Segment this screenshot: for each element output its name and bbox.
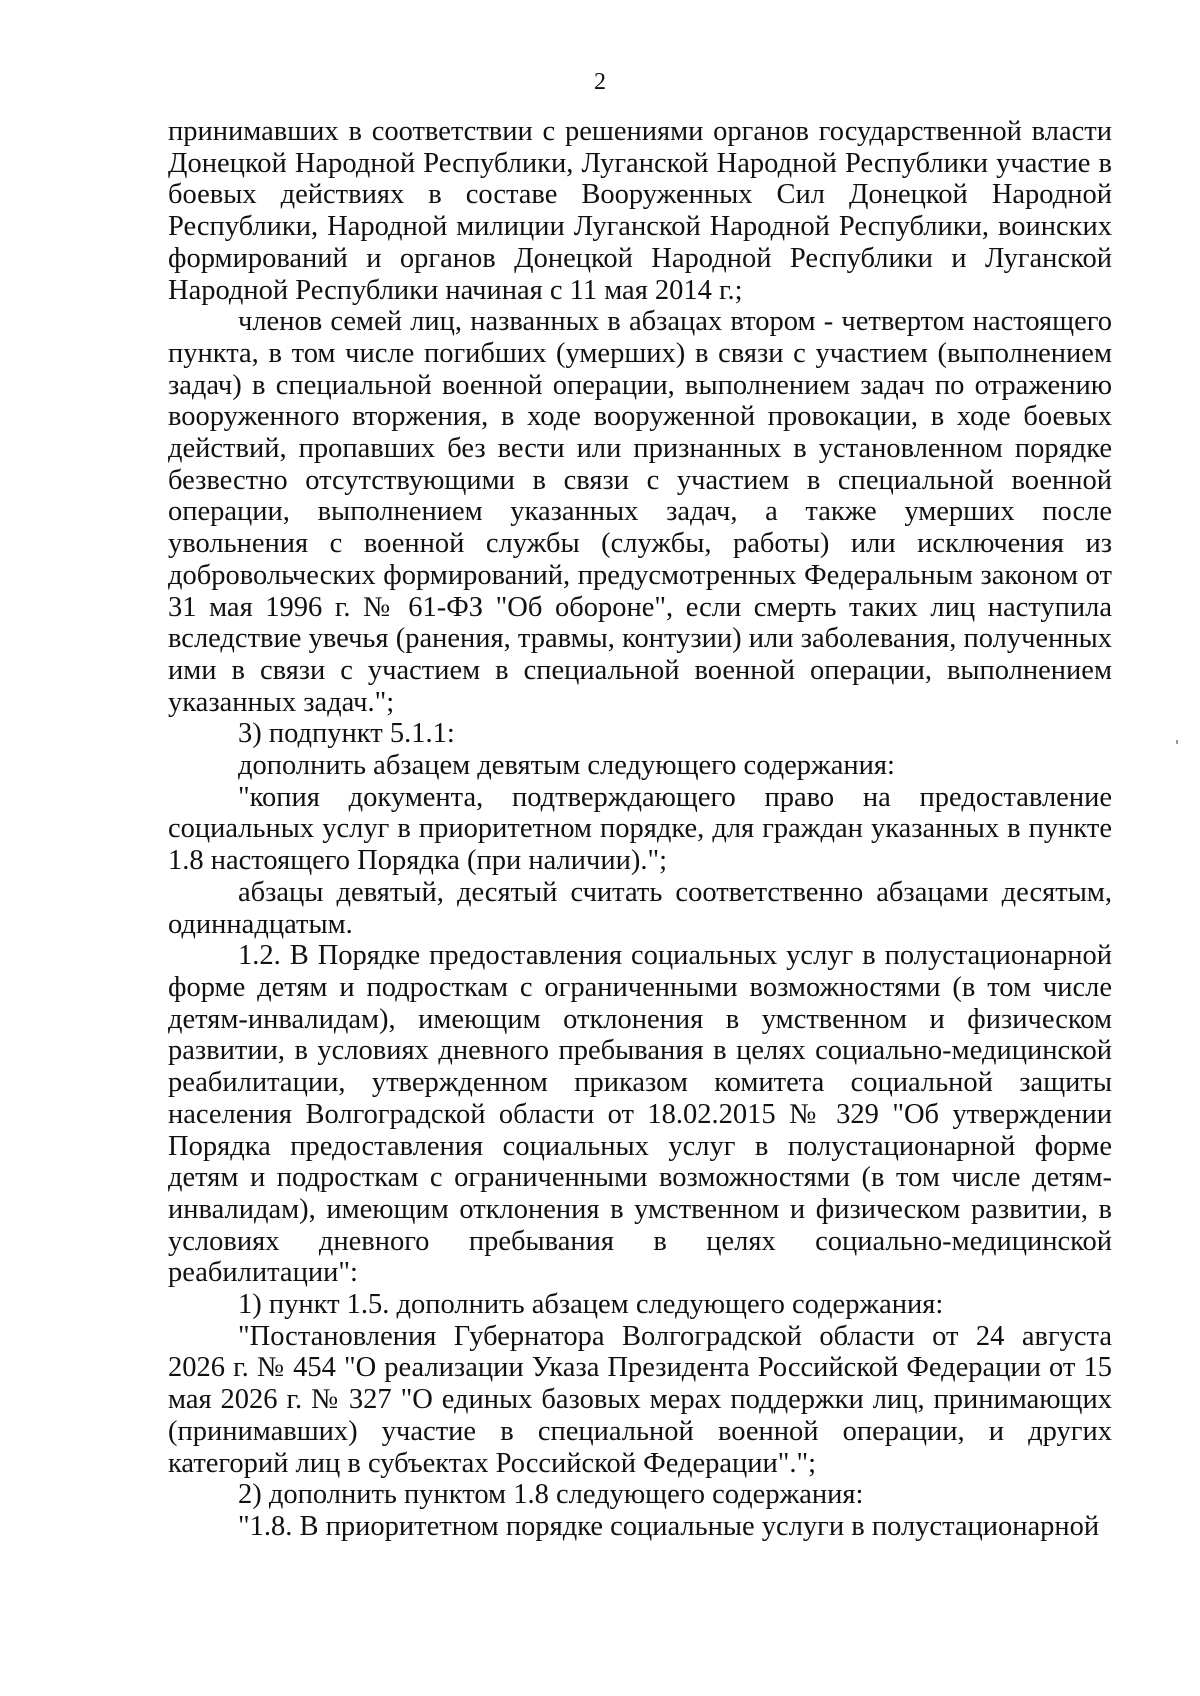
paragraph-renumber: абзацы девятый, десятый считать соответственно абзацами десятым, одиннадцатым. [168,876,1112,940]
paragraph-item-1-5: 1) пункт 1.5. дополнить абзацем следующего содержания: [238,1289,944,1321]
paragraph-document-copy: "копия документа, подтверждающего право на предоставление социальных услуг в приоритетном порядке, для граждан указанных в пункте 1.8 настоящего Порядка (при наличии)."; [168,781,1112,877]
paragraph-section-1-2: 1.2. В Порядке предоставления социальных услуг в полустационарной форме детям и подросткам с ограниченными возможностями (в том числе детям-инвалидам), имеющим отклонения в умственном и физическом развитии, в условиях дневного пребывания в целях социально-медицинской реабилитации, утвержденном приказом комитета социальной защиты населения Волгоградской области от 18.02.2015 № 329 "Об утверждении Порядка предоставления социальных услуг в полустационарной форме детям и подросткам с ограниченными возможностями (в том числе детям-инвалидам), имеющим отклонения в умственном и физическом развитии, в условиях дневного пребывания в целях социально-медицинской реабилитации": [168,940,1112,1289]
paragraph-add-ninth-abzac: дополнить абзацем девятым следующего содержания: [238,750,895,782]
document-body [168,116,1112,1543]
paragraph-item-1-8-text: "1.8. В приоритетном порядке социальные услуги в полустационарной [238,1510,1100,1542]
paragraph-continuation: принимавших в соответствии с решениями органов государственной власти Донецкой Народной Республики, Луганской Народной Республики участие в боевых действиях в составе Вооруженных Сил Донецкой Народной Республики, Народной милиции Луганской Народной Республики, воинских формирований и органов Донецкой Народной Республики и Луганской Народной Республики начиная с 11 мая 2014 г.; [168,116,1112,306]
paragraph-item-1-8-add: 2) дополнить пунктом 1.8 следующего содержания: [238,1479,864,1511]
paragraph-family-members: членов семей лиц, названных в абзацах втором - четвертом настоящего пункта, в том числе погибших (умерших) в связи с участием (выполнением задач) в специальной военной операции, выполнением задач по отражению вооруженного вторжения, в ходе вооруженной провокации, в ходе боевых действий, пропавших без вести или признанных в установленном порядке безвестно отсутствующими в связи с участием в специальной военной операции, выполнением указанных задач, а также умерших после увольнения с военной службы (службы, работы) или исключения из добровольческих формирований, предусмотренных Федеральным законом от 31 мая 1996 г. № 61-ФЗ "Об обороне", если смерть таких лиц наступила вследствие увечья (ранения, травмы, контузии) или заболевания, полученных ими в связи с участием в специальной военной операции, выполнением указанных задач."; [168,306,1112,718]
paragraph-decree-quote: "Постановления Губернатора Волгоградской области от 24 августа 2026 г. № 454 "О реализации Указа Президента Российской Федерации от 15 мая 2026 г. № 327 "О единых базовых мерах поддержки лиц, принимающих (принимавших) участие в специальной военной операции, и других категорий лиц в субъектах Российской Федерации"."; [168,1320,1112,1479]
paragraph-subpoint-3: 3) подпункт 5.1.1: [238,718,455,750]
scan-artifact [1176,740,1178,744]
page-number: 2 [594,69,606,95]
